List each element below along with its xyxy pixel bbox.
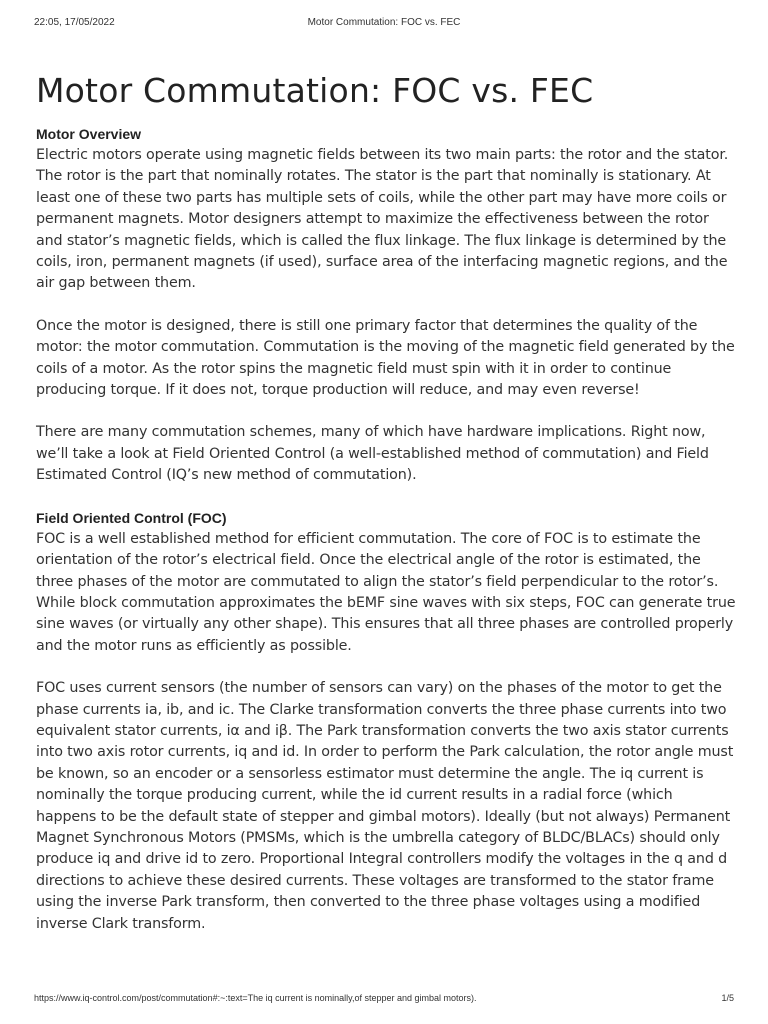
article [36,70,736,935]
print-timestamp: 22:05, 17/05/2022 [34,17,115,28]
print-header [34,17,734,31]
paragraph: Once the motor is designed, there is still one primary factor that determines the quality of the motor: the motor commutation. Commutation is the moving of the magnetic field generated by the coils of a motor. As the rotor spins the magnetic field must spin with it in order to continue producing torque. If it does not, torque production will reduce, and may even reverse! [36,317,735,399]
paragraph: FOC is a well established method for efficient commutation. The core of FOC is to estimate the orientation of the rotor’s electrical field. Once the electrical angle of the rotor is estimated, the three phases of the motor are commutated to align the stator’s field perpendicular to the rotor’s. While block commutation approximates the bEMF sine waves with six steps, FOC can generate true sine waves (or virtually any other shape). This ensures that all three phases are controlled properly and the motor runs as efficiently as possible. [36,530,736,654]
section-heading-motor-overview: Motor Overview [36,126,142,142]
print-footer [34,993,734,1007]
section-heading-foc: Field Oriented Control (FOC) [36,509,227,526]
paragraph: Electric motors operate using magnetic fields between its two main parts: the rotor and the stator. The rotor is the part that nominally rotates. The stator is the part that nominally is stationary. At least one of these two parts has multiple sets of coils, while the other part may have more coils or permanent magnets. Motor designers attempt to maximize the effectiveness between the rotor and stator’s magnetic fields, which is called the flux linkage. The flux linkage is determined by the coils, iron, permanent magnets (if used), surface area of the interfacing magnetic regions, and the air gap between them. [36,147,729,292]
print-page-title: Motor Commutation: FOC vs. FEC [307,17,461,28]
page-number: 1/5 [721,993,734,1003]
paragraph: FOC uses current sensors (the number of sensors can vary) on the phases of the motor to get the phase currents ia, ib, and ic. The Clarke transformation converts the three phase currents into two equivalent stator currents, iα and iβ. The Park transformation converts the two axis stator currents into two axis rotor currents, iq and id. In order to perform the Park calculation, the rotor angle must be known, so an encoder or a sensorless estimator must determine the angle. The iq current is nominally the torque producing current, while the id current results in a radial force (which happens to be the default state of stepper and gimbal motors). Ideally (but not always) Permanent Magnet Synchronous Motors (PMSMs, which is the umbrella category of BLDC/BLACs) should only produce iq and drive id to zero. Proportional Integral controllers modify the voltages in the q and d directions to achieve these desired currents. These voltages are transformed to the stator frame using the inverse Park transform, then converted to the three phase voltages using a modified inverse Clark transform. [36,680,734,932]
print-url: https://www.iq-control.com/post/commutation#:~:text=The iq current is nominally,of stepper and gimbal motors). [34,993,477,1003]
paragraph: There are many commutation schemes, many of which have hardware implications. Right now, we’ll take a look at Field Oriented Control (a well-established method of commutation) and Field Estimated Control (IQ’s new method of commutation). [36,424,709,484]
article-title: Motor Commutation: FOC vs. FEC [36,71,594,110]
